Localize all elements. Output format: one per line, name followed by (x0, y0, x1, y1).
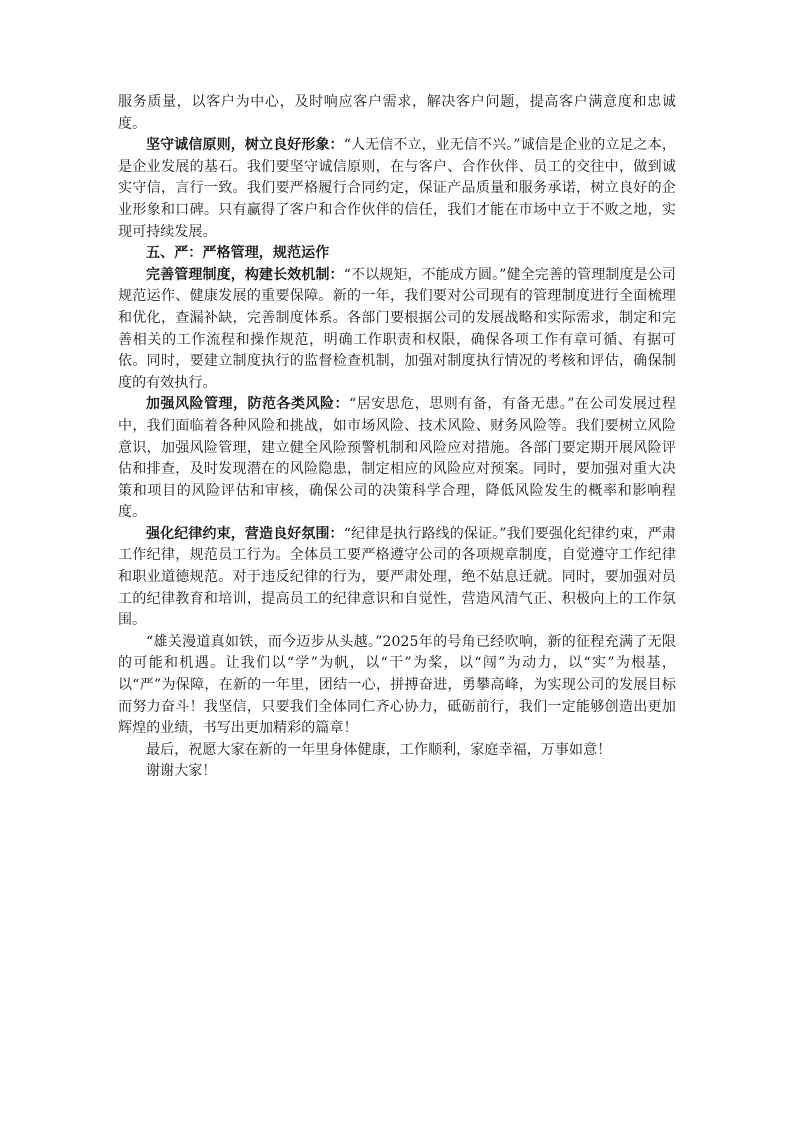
paragraph-text: “纪律是执行路线的保证。”我们要强化纪律约束，严肃工作纪律，规范员工行为。全体员工要严格遵守公司的各项规章制度，自觉遵守工作纪律和职业道德规范。对于违反纪律的行为，要严肃处理，绝不姑息迁就。同时，要加强对员工的纪律教育和培训，提高员工的纪律意识和自觉性，营造风清气正、积极向上的工作氛围。 (118, 525, 676, 629)
paragraph-text: “人无信不立，业无信不兴。”诚信是企业的立足之本，是企业发展的基石。我们要坚守诚信原则，在与客户、合作伙伴、员工的交往中，做到诚实守信，言行一致。我们要严格履行合同约定，保证产品质量和服务承诺，树立良好的企业形象和口碑。只有赢得了客户和合作伙伴的信任，我们才能在市场中立于不败之地，实现可持续发展。 (118, 137, 676, 240)
paragraph-text: 服务质量，以客户为中心，及时响应客户需求，解决客户问题，提高客户满意度和忠诚度。 (118, 94, 676, 132)
paragraph-thanks: 谢谢大家！ (146, 763, 217, 780)
paragraph-closing-vision: “雄关漫道真如铁，而今迈步从头越。”2025年的号角已经吹响，新的征程充满了无限的可能和机遇。让我们以“学”为帆，以“干”为桨，以“闯”为动力，以“实”为根基，以“严”为保障，在新的一年里，团结一心，拼搏奋进，勇攀高峰，为实现公司的发展目标而努力奋斗！我坚信，只要我们全体同仁齐心协力，砥砺前行，我们一定能够创造出更加辉煌的业绩，书写出更加精彩的篇章！ (118, 633, 676, 737)
paragraph-risk-management (118, 394, 676, 524)
section-heading: 五、严：严格管理，规范运作 (146, 245, 330, 262)
paragraph-service-quality-continued (118, 92, 676, 135)
paragraph-lead: 完善管理制度，构建长效机制： (146, 266, 344, 283)
paragraph-lead: 强化纪律约束，营造良好氛围： (146, 525, 344, 542)
paragraph-text: “居安思危，思则有备，有备无患。”在公司发展过程中，我们面临着各种风险和挑战，如市场风险、技术风险、财务风险等。我们要树立风险意识，加强风险管理，建立健全风险预警机制和风险应对措施。各部门要定期开展风险评估和排查，及时发现潜在的风险隐患，制定相应的风险应对预案。同时，要加强对重大决策和项目的风险评估和审核，确保公司的决策科学合理，降低风险发生的概率和影响程度。 (118, 396, 676, 521)
paragraph-lead: 加强风险管理，防范各类风险： (146, 396, 350, 413)
paragraph-closing-wishes: 最后，祝愿大家在新的一年里身体健康，工作顺利，家庭幸福，万事如意！ (146, 741, 612, 758)
paragraph-integrity (118, 135, 676, 243)
paragraph-management-system (118, 265, 676, 395)
paragraph-lead: 坚守诚信原则，树立良好形象： (146, 137, 344, 154)
paragraph-text: “不以规矩，不能成方圆。”健全完善的管理制度是公司规范运作、健康发展的重要保障。新的一年，我们要对公司现有的管理制度进行全面梳理和优化，查漏补缺，完善制度体系。各部门要根据公司的发展战略和实际需求，制定和完善相关的工作流程和操作规范，明确工作职责和权限，确保各项工作有章可循、有据可依。同时，要建立制度执行的监督检查机制，加强对制度执行情况的考核和评估，确保制度的有效执行。 (118, 266, 676, 391)
document-page (118, 92, 676, 783)
paragraph-discipline (118, 524, 676, 632)
